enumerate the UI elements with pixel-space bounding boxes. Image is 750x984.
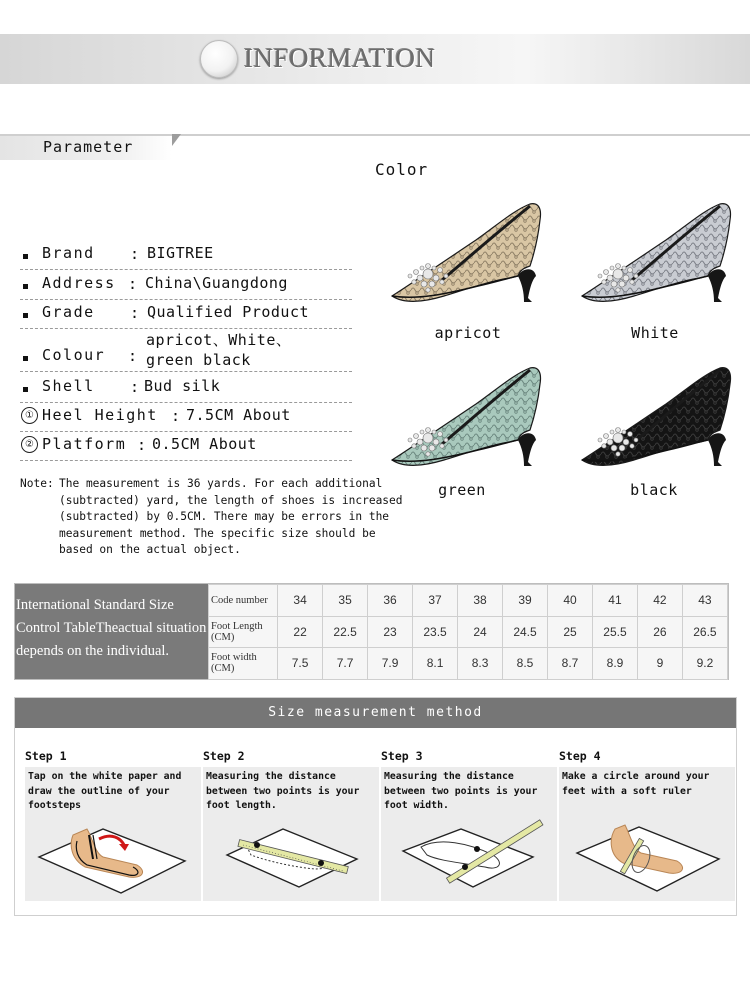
size-table-row (209, 585, 728, 617)
size-cell: 25.5 (592, 616, 637, 648)
shoe-image-apricot[interactable] (384, 196, 544, 316)
size-row-header: Code number (209, 585, 278, 617)
spec-value: Bud silk (144, 377, 221, 395)
step-description: Tap on the white paper and draw the outline of your footsteps (28, 771, 182, 811)
bullet-icon (23, 387, 28, 392)
size-row-header: Foot width (CM) (209, 648, 278, 680)
shoe-image-white[interactable] (574, 196, 734, 316)
step-panel (25, 767, 201, 901)
size-cell: 37 (413, 585, 458, 617)
note-line: measurement method. The specific size should be (59, 526, 376, 540)
size-row-header: Foot Length (CM) (209, 616, 278, 648)
size-cell: 24.5 (502, 616, 547, 648)
spec-value: Qualified Product (147, 303, 310, 321)
circle-icon (200, 40, 238, 78)
spec-colon: : (130, 378, 140, 396)
bullet-icon (23, 313, 28, 318)
spec-label: Platform (42, 435, 127, 453)
spec-colon: : (128, 347, 138, 365)
spec-colon: : (171, 407, 181, 425)
spec-label: Address (42, 274, 116, 292)
size-cell: 26 (638, 616, 683, 648)
step-panel (559, 767, 735, 901)
spec-row-heel-height (20, 404, 352, 432)
spec-label: Shell (42, 377, 95, 395)
step-description: Measuring the distance between two points is your foot length. (206, 771, 360, 811)
size-cell: 22 (278, 616, 323, 648)
size-cell: 23 (368, 616, 413, 648)
circled-number-one-icon: ① (21, 407, 38, 424)
spec-value: China\Guangdong (145, 274, 288, 292)
size-cell: 8.7 (548, 648, 593, 680)
note-label: Note: (20, 477, 54, 490)
caption-line: Control TableTheactual situation (16, 620, 207, 636)
spec-value: BIGTREE (147, 244, 214, 262)
step-panel (381, 767, 557, 901)
shoe-illustration (574, 360, 734, 480)
size-table (208, 584, 728, 680)
bullet-icon (23, 254, 28, 259)
spec-row-grade (20, 301, 352, 329)
measurement-method-panel (14, 697, 737, 916)
shoe-illustration (384, 360, 544, 480)
spec-row-shell (20, 375, 352, 403)
size-table-row (209, 616, 728, 648)
shoe-illustration (384, 196, 544, 316)
spec-colon: : (130, 245, 140, 263)
color-label-black: black (630, 481, 678, 499)
parameter-tab-notch (172, 134, 181, 146)
spec-colon: : (128, 275, 138, 293)
size-cell: 24 (458, 616, 503, 648)
bullet-icon (23, 356, 28, 361)
note-line: The measurement is 36 yards. For each additional (59, 477, 383, 490)
banner-title: INFORMATION (244, 43, 436, 73)
size-cell: 9.2 (682, 648, 727, 680)
color-title: Color (375, 160, 429, 179)
spec-row-platform (20, 433, 352, 461)
size-cell: 34 (278, 585, 323, 617)
spec-label: Heel Height (42, 406, 158, 424)
size-chart (14, 583, 729, 680)
size-cell: 8.9 (592, 648, 637, 680)
size-cell: 8.5 (502, 648, 547, 680)
size-chart-caption (15, 584, 208, 679)
spec-colon: : (130, 304, 140, 322)
spec-value: 0.5CM About (152, 435, 257, 453)
caption-line: depends on the individual. (16, 643, 170, 659)
size-cell: 42 (638, 585, 683, 617)
size-cell: 26.5 (682, 616, 727, 648)
size-cell: 7.5 (278, 648, 323, 680)
method-title: Size measurement method (15, 698, 736, 728)
foot-length-illustration (203, 815, 379, 901)
size-cell: 8.3 (458, 648, 503, 680)
size-cell: 7.9 (368, 648, 413, 680)
note-line: (subtracted) yard, the length of shoes is increased (59, 493, 403, 507)
spec-row-address (20, 272, 352, 300)
size-cell: 8.1 (413, 648, 458, 680)
foot-circumference-illustration (559, 815, 735, 901)
size-cell: 39 (502, 585, 547, 617)
color-label-apricot: apricot (434, 324, 502, 342)
size-cell: 40 (548, 585, 593, 617)
size-cell: 9 (638, 648, 683, 680)
information-banner (0, 34, 750, 84)
foot-width-illustration (381, 815, 557, 901)
size-cell: 43 (682, 585, 727, 617)
spec-label: Grade (42, 303, 95, 321)
bullet-icon (23, 284, 28, 289)
color-label-green: green (438, 481, 486, 499)
spec-value: 7.5CM About (186, 406, 291, 424)
step-description: Measuring the distance between two points is your foot width. (384, 771, 538, 811)
color-label-white: White (631, 324, 679, 342)
step-title: Step 1 (25, 749, 67, 763)
note-line: (subtracted) by 0.5CM. There may be errors in the (59, 510, 390, 523)
shoe-illustration (574, 196, 734, 316)
size-cell: 22.5 (323, 616, 368, 648)
circled-number-two-icon: ② (21, 436, 38, 453)
step-description: Make a circle around your feet with a soft ruler (562, 771, 710, 797)
shoe-image-green[interactable] (384, 360, 544, 480)
spec-label: Colour (42, 346, 106, 364)
size-cell: 38 (458, 585, 503, 617)
shoe-image-black[interactable] (574, 360, 734, 480)
parameter-title: Parameter (43, 138, 134, 156)
step-panel (203, 767, 379, 901)
note-line: based on the actual object. (59, 543, 241, 556)
size-cell: 7.7 (323, 648, 368, 680)
spec-row-brand (20, 242, 352, 270)
size-table-row (209, 648, 728, 680)
size-cell: 23.5 (413, 616, 458, 648)
caption-line: International Standard Size (16, 597, 174, 613)
foot-outline-illustration (25, 815, 201, 901)
spec-row-colour (20, 331, 352, 372)
size-cell: 35 (323, 585, 368, 617)
spec-label: Brand (42, 244, 95, 262)
size-cell: 36 (368, 585, 413, 617)
note-text (20, 476, 406, 559)
size-cell: 41 (592, 585, 637, 617)
step-title: Step 4 (559, 749, 601, 763)
step-title: Step 2 (203, 749, 245, 763)
size-cell: 25 (548, 616, 593, 648)
spec-colon: : (137, 436, 147, 454)
step-title: Step 3 (381, 749, 423, 763)
spec-value: apricot、White、green black (146, 331, 292, 369)
